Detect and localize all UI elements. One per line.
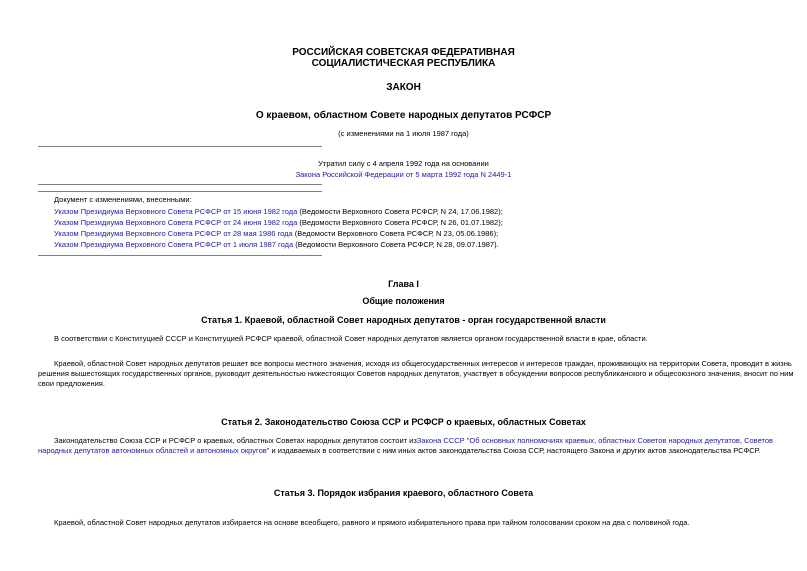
article-1-paragraph: решения вышестоящих государственных органов, руководит деятельностью нижестоящих Советов народных депутатов, участвует в обсуждении вопросов республиканского и общесоюзного значения, вносит по ним bbox=[38, 369, 794, 378]
article-1-paragraph: В соответствии с Конституцией СССР и Конституцией РСФСР краевой, областной Совет народных депутатов является органом государственной власти в крае, области. bbox=[54, 334, 648, 343]
article-2-paragraph bbox=[54, 436, 773, 447]
doc-type: ЗАКОН bbox=[386, 82, 421, 93]
amendment-link[interactable]: Указом Президиума Верховного Совета РСФСР от 1 июля 1987 года bbox=[54, 240, 294, 249]
amendment-source: (Ведомости Верховного Совета РСФСР, N 28, 09.07.1987). bbox=[293, 240, 499, 249]
ussr-law-link[interactable]: народных депутатов автономных областей и автономных округов" bbox=[38, 446, 270, 455]
chapter-number: Глава I bbox=[388, 279, 419, 289]
amendment-source: (Ведомости Верховного Совета РСФСР, N 24, 17.06.1982); bbox=[297, 207, 503, 216]
divider bbox=[38, 146, 322, 147]
repeal-law-link[interactable]: Закона Российской Федерации от 5 марта 1992 года N 2449-1 bbox=[295, 170, 512, 179]
amendment-link[interactable]: Указом Президиума Верховного Совета РСФСР от 24 июня 1982 года bbox=[54, 218, 298, 227]
article-2-paragraph bbox=[38, 446, 760, 457]
article-3-paragraph: Краевой, областной Совет народных депутатов избирается на основе всеобщего, равного и прямого избирательного права при тайном голосовании сроком на два с половиной года. bbox=[54, 518, 690, 527]
article-1-paragraph: свои предложения. bbox=[38, 379, 105, 388]
ussr-law-link[interactable]: Закона СССР "Об основных полномочиях краевых, областных Советов народных депутатов, Советов bbox=[416, 436, 773, 445]
edition-note: (с изменениями на 1 июля 1987 года) bbox=[338, 129, 469, 138]
divider bbox=[38, 184, 322, 185]
status-text: Утратил силу с 4 апреля 1992 года на основании bbox=[318, 159, 489, 168]
divider bbox=[38, 191, 322, 192]
divider bbox=[38, 255, 322, 256]
article-1-title: Статья 1. Краевой, областной Совет народных депутатов - орган государственной власти bbox=[201, 315, 606, 325]
chapter-title: Общие положения bbox=[362, 296, 445, 306]
header-line-2: СОЦИАЛИСТИЧЕСКАЯ РЕСПУБЛИКА bbox=[311, 58, 496, 69]
amendment-source: (Ведомости Верховного Совета РСФСР, N 26, 01.07.1982); bbox=[297, 218, 503, 227]
article-2-text: и издаваемых в соответствии с ним иных актов законодательства Союза ССР, настоящего Закона и других актов законодательства РСФСР. bbox=[269, 446, 761, 455]
document-title: О краевом, областном Совете народных депутатов РСФСР bbox=[255, 110, 552, 121]
amendment-link[interactable]: Указом Президиума Верховного Совета РСФСР от 15 июня 1982 года bbox=[54, 207, 298, 216]
amendments-intro: Документ с изменениями, внесенными: bbox=[54, 195, 192, 204]
amendment-link[interactable]: Указом Президиума Верховного Совета РСФСР от 28 мая 1986 года bbox=[54, 229, 293, 238]
article-3-title: Статья 3. Порядок избрания краевого, областного Совета bbox=[273, 488, 534, 498]
header-line-1: РОССИЙСКАЯ СОВЕТСКАЯ ФЕДЕРАТИВНАЯ bbox=[292, 47, 515, 58]
article-1-paragraph: Краевой, областной Совет народных депутатов решает все вопросы местного значения, исходя из общегосударственных интересов и интересов граждан, проживающих на территории Совета, проводит в жизнь bbox=[54, 359, 792, 368]
amendment-item bbox=[54, 229, 498, 239]
amendment-item bbox=[54, 240, 499, 250]
article-2-text: Законодательство Союза ССР и РСФСР о краевых, областных Советах народных депутатов состоит из bbox=[54, 436, 417, 445]
amendment-item bbox=[54, 207, 503, 217]
article-2-title: Статья 2. Законодательство Союза ССР и РСФСР о краевых, областных Советах bbox=[221, 417, 586, 427]
amendment-item bbox=[54, 218, 503, 228]
amendment-source: (Ведомости Верховного Совета РСФСР, N 23, 05.06.1986); bbox=[292, 229, 499, 238]
